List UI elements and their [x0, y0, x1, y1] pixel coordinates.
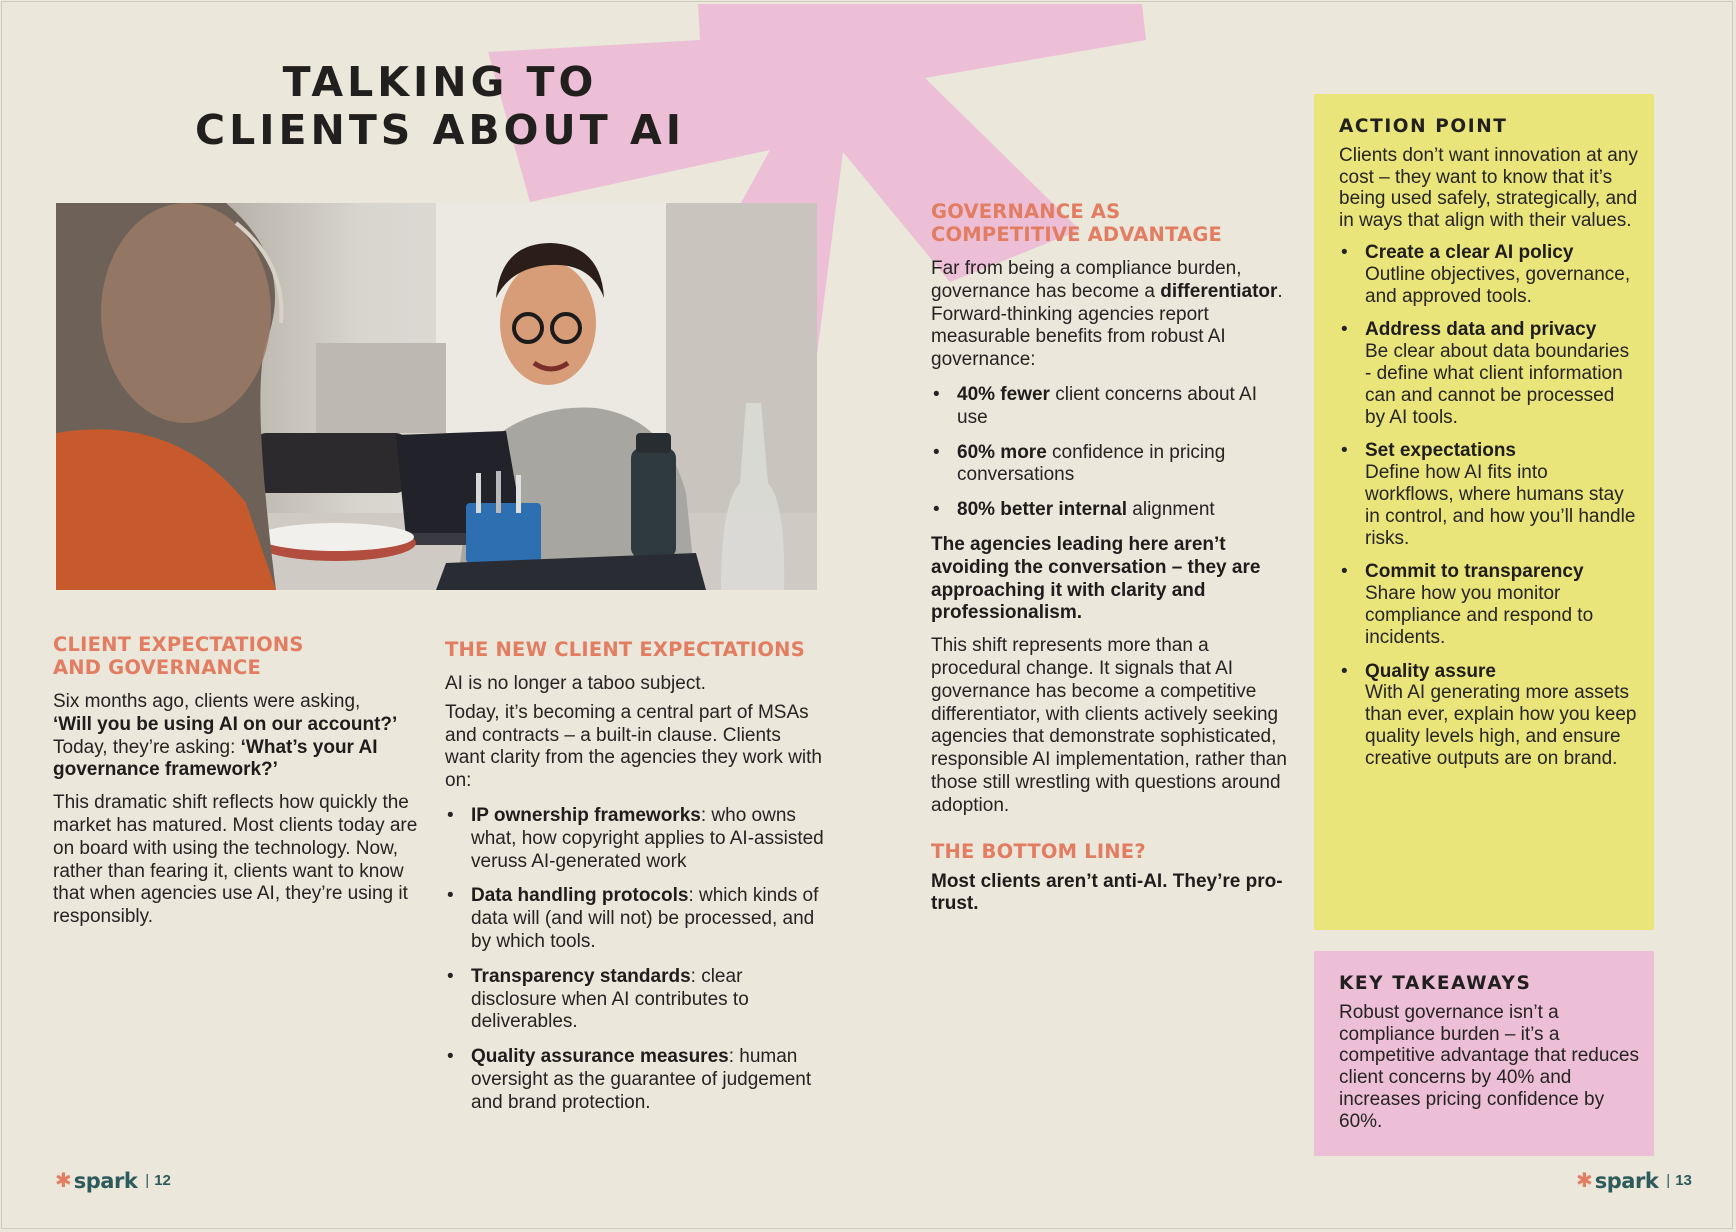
action-point-intro: Clients don’t want innovation at any cost – they want to know that it’s being used safely, strategically, and in ways that align with their values.	[1339, 144, 1638, 232]
key-takeaways-content	[1339, 973, 1639, 1143]
stat-text: confidence in pricing conversations	[957, 441, 1226, 486]
action-point-list	[1339, 242, 1639, 770]
page-number: 12	[154, 1172, 171, 1189]
heading-line-2: COMPETITIVE ADVANTAGE	[931, 223, 1223, 246]
key-takeaways-text: Robust governance isn’t a compliance burden – it’s a competitive advantage that reduces client concerns by 40% and increases pricing confidence by 60%.	[1339, 1001, 1639, 1132]
governance-heading	[931, 200, 1291, 246]
stat-text: client concerns about AI use	[957, 383, 1257, 428]
stat-text: alignment	[1127, 499, 1215, 521]
title-line-1: TALKING TO	[282, 58, 598, 106]
bottom-line-text	[931, 871, 1291, 917]
action-point-box	[1314, 94, 1654, 930]
client-expectations-section	[53, 633, 423, 939]
key-takeaways-box	[1314, 951, 1654, 1156]
item-text: Outline objectives, governance, and approved tools.	[1365, 263, 1631, 307]
client-expectations-intro	[53, 691, 423, 782]
bullet-bold: Transparency standards	[471, 965, 691, 987]
intro-text-a: Six months ago, clients were asking,	[53, 691, 361, 712]
governance-emphasis-text: The agencies leading here aren’t avoiding the conversation – they are approaching it with clarity and professionalism.	[931, 533, 1261, 624]
stat-bold: 40% fewer	[957, 383, 1050, 405]
list-item	[931, 499, 1291, 522]
list-item	[1339, 561, 1639, 648]
list-item	[931, 384, 1291, 430]
item-title: • Create a clear AI policy	[1365, 241, 1574, 263]
list-item	[1339, 242, 1639, 307]
title-line-2: CLIENTS ABOUT AI	[195, 106, 685, 154]
new-expectations-p2: Today, it’s becoming a central part of MSAs and contracts – a built-in clause. Clients want clarity from the agencies they work with on:	[445, 701, 822, 792]
heading-line-2: AND GOVERNANCE	[53, 656, 262, 679]
bullet-bold: IP ownership frameworks	[471, 804, 701, 826]
governance-section	[931, 200, 1291, 926]
intro-quote-2: ‘What’s your AI governance framework?’	[53, 736, 378, 781]
heading-line-1: GOVERNANCE AS	[931, 200, 1121, 223]
bullet-text: : who owns what, how copyright applies to AI-assisted veruss AI-generated work	[471, 804, 824, 872]
spark-star-icon: ✱	[1576, 1170, 1593, 1192]
spark-star-icon: ✱	[55, 1170, 72, 1192]
stat-bold: 60% more	[957, 441, 1047, 463]
item-title: • Quality assure	[1365, 660, 1496, 682]
intro-text-c: Today, they’re asking:	[53, 736, 241, 758]
client-expectations-body: This dramatic shift reflects how quickly the market has matured. Most clients today are on board with using the technology. Now, rather than fearing it, clients want to know that when agencies use AI, they’re using it responsibly.	[53, 792, 418, 928]
footer-separator: |	[145, 1172, 150, 1189]
heading-line-1: CLIENT EXPECTATIONS	[53, 633, 304, 656]
item-title: • Set expectations	[1365, 440, 1516, 462]
list-item	[1339, 661, 1639, 770]
stat-bold: 80% better internal	[957, 499, 1127, 521]
new-expectations-section	[445, 638, 825, 1127]
governance-highlight: differentiator	[1160, 280, 1278, 302]
bullet-text: : which kinds of data will (and will not) be processed, and by which tools.	[471, 885, 819, 952]
footer-separator: |	[1666, 1172, 1671, 1189]
list-item	[445, 805, 825, 873]
photo-illustration	[56, 203, 817, 590]
new-expectations-heading: THE NEW CLIENT EXPECTATIONS	[445, 638, 805, 661]
page-number: 13	[1675, 1172, 1692, 1189]
brand-logo: spark	[73, 1168, 138, 1193]
item-text: Define how AI fits into workflows, where humans stay in control, and how you’ll handle risks.	[1365, 462, 1636, 549]
list-item	[445, 966, 825, 1034]
item-title: • Address data and privacy	[1365, 319, 1597, 341]
item-text: Be clear about data boundaries - define what client information can and cannot be processed by AI tools.	[1365, 341, 1630, 428]
bullet-bold: Quality assurance measures	[471, 1046, 729, 1068]
intro-quote-1: ‘Will you be using AI on our account?’	[53, 713, 398, 735]
new-expectations-list	[445, 805, 825, 1115]
list-item	[931, 442, 1291, 488]
footer-left	[55, 1168, 171, 1193]
brand-logo: spark	[1594, 1168, 1659, 1193]
list-item	[445, 885, 825, 953]
item-text: Share how you monitor compliance and respond to incidents.	[1365, 583, 1594, 648]
new-expectations-p1: AI is no longer a taboo subject.	[445, 673, 706, 694]
page-title	[150, 58, 730, 154]
hero-photo	[56, 203, 817, 590]
list-item	[1339, 440, 1639, 549]
action-point-content	[1339, 116, 1639, 782]
governance-emphasis	[931, 534, 1291, 625]
governance-stats-list	[931, 384, 1291, 522]
list-item	[445, 1046, 825, 1114]
key-takeaways-heading: KEY TAKEAWAYS	[1339, 973, 1532, 994]
bottom-line-heading: THE BOTTOM LINE?	[931, 839, 1146, 863]
bullet-bold: Data handling protocols	[471, 885, 689, 907]
item-text: With AI generating more assets than ever, explain how you keep quality levels high, and ensure creative outputs are on brand.	[1365, 682, 1637, 769]
governance-intro	[931, 258, 1291, 372]
list-item	[1339, 319, 1639, 428]
governance-body: This shift represents more than a procedural change. It signals that AI governance has become a competitive differentiator, with clients actively seeking agencies that demonstrate sophisticated, responsible AI implementation, rather than those still wrestling with questions around adoption.	[931, 635, 1287, 816]
action-point-heading: ACTION POINT	[1339, 116, 1508, 137]
bottom-line-strong: Most clients aren’t anti-AI. They’re pro-trust.	[931, 870, 1283, 915]
governance-text-c: . Forward-thinking agencies report measurable benefits from robust AI governance:	[931, 280, 1283, 371]
item-title: • Commit to transparency	[1365, 561, 1584, 583]
bullet-text: : human oversight as the guarantee of judgement and brand protection.	[471, 1046, 812, 1113]
client-expectations-heading	[53, 633, 423, 679]
footer-right	[1576, 1168, 1692, 1193]
bullet-text: : clear disclosure when AI contributes to deliverables.	[471, 965, 749, 1033]
governance-text-a: Far from being a compliance burden, governance has become a	[931, 258, 1242, 302]
